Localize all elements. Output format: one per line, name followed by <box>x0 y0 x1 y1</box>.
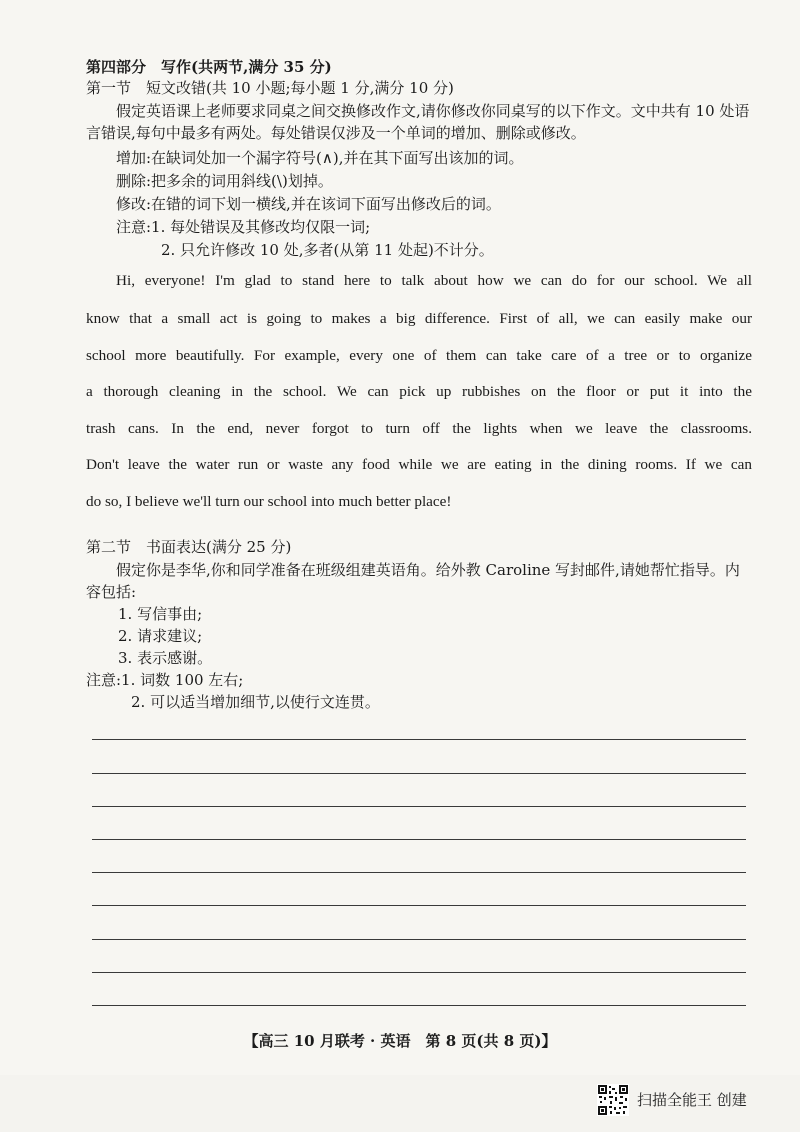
page-footer: 【高三 10 月联考 · 英语 第 8 页(共 8 页)】 <box>243 1032 557 1050</box>
essay-line-6: Don't leave the water run or waste any food while we are eating in the dining rooms. If we can <box>86 456 752 473</box>
content-item-3: 3. 表示感谢。 <box>118 649 213 667</box>
writing-line <box>92 839 746 840</box>
essay-line-5: trash cans. In the end, never forgot to turn off the lights when we leave the classrooms. <box>86 420 752 437</box>
scanner-watermark: 扫描全能王 创建 <box>637 1091 747 1109</box>
part1-note-1: 注意:1. 每处错误及其修改均仅限一词; <box>116 218 371 236</box>
content-item-1: 1. 写信事由; <box>118 605 203 623</box>
writing-line <box>92 905 746 906</box>
essay-line-2: know that a small act is going to makes a big difference. First of all, we can easily make our <box>86 310 752 327</box>
delete-rule: 删除:把多余的词用斜线(\)划掉。 <box>116 172 333 190</box>
writing-line <box>92 773 746 774</box>
essay-line-3: school more beautifully. For example, every one of them can take care of a tree or to organize <box>86 347 752 364</box>
section-title: 第四部分 写作(共两节,满分 35 分) <box>86 58 332 76</box>
writing-line <box>92 1005 746 1006</box>
part1-heading: 第一节 短文改错(共 10 小题;每小题 1 分,满分 10 分) <box>86 79 454 97</box>
content-item-2: 2. 请求建议; <box>118 627 203 645</box>
writing-line <box>92 872 746 873</box>
writing-line <box>92 806 746 807</box>
part2-note-2: 2. 可以适当增加细节,以使行文连贯。 <box>131 693 380 711</box>
essay-line-7: do so, I believe we'll turn our school into much better place! <box>86 493 452 510</box>
writing-line <box>92 939 746 940</box>
essay-line-1: Hi, everyone! I'm glad to stand here to talk about how we can do for our school. We all <box>116 272 752 289</box>
writing-line <box>92 739 746 740</box>
part2-instruction: 假定你是李华,你和同学准备在班级组建英语角。给外教 Caroline 写封邮件,请她帮忙指导。内容包括: <box>86 561 740 601</box>
writing-line <box>92 972 746 973</box>
part2-heading: 第二节 书面表达(满分 25 分) <box>86 538 292 556</box>
part1-instruction: 假定英语课上老师要求同桌之间交换修改作文,请你修改你同桌写的以下作文。文中共有 10 处语言错误,每句中最多有两处。每处错误仅涉及一个单词的增加、删除或修改。 <box>86 102 750 142</box>
essay-line-4: a thorough cleaning in the school. We can pick up rubbishes on the floor or put it into the <box>86 383 752 400</box>
qr-code-icon <box>597 1084 629 1116</box>
add-rule: 增加:在缺词处加一个漏字符号(∧),并在其下面写出该加的词。 <box>116 149 524 167</box>
part1-note-2: 2. 只允许修改 10 处,多者(从第 11 处起)不计分。 <box>161 241 494 259</box>
part2-note-1: 注意:1. 词数 100 左右; <box>86 671 244 689</box>
modify-rule: 修改:在错的词下划一横线,并在该词下面写出修改后的词。 <box>116 195 501 213</box>
